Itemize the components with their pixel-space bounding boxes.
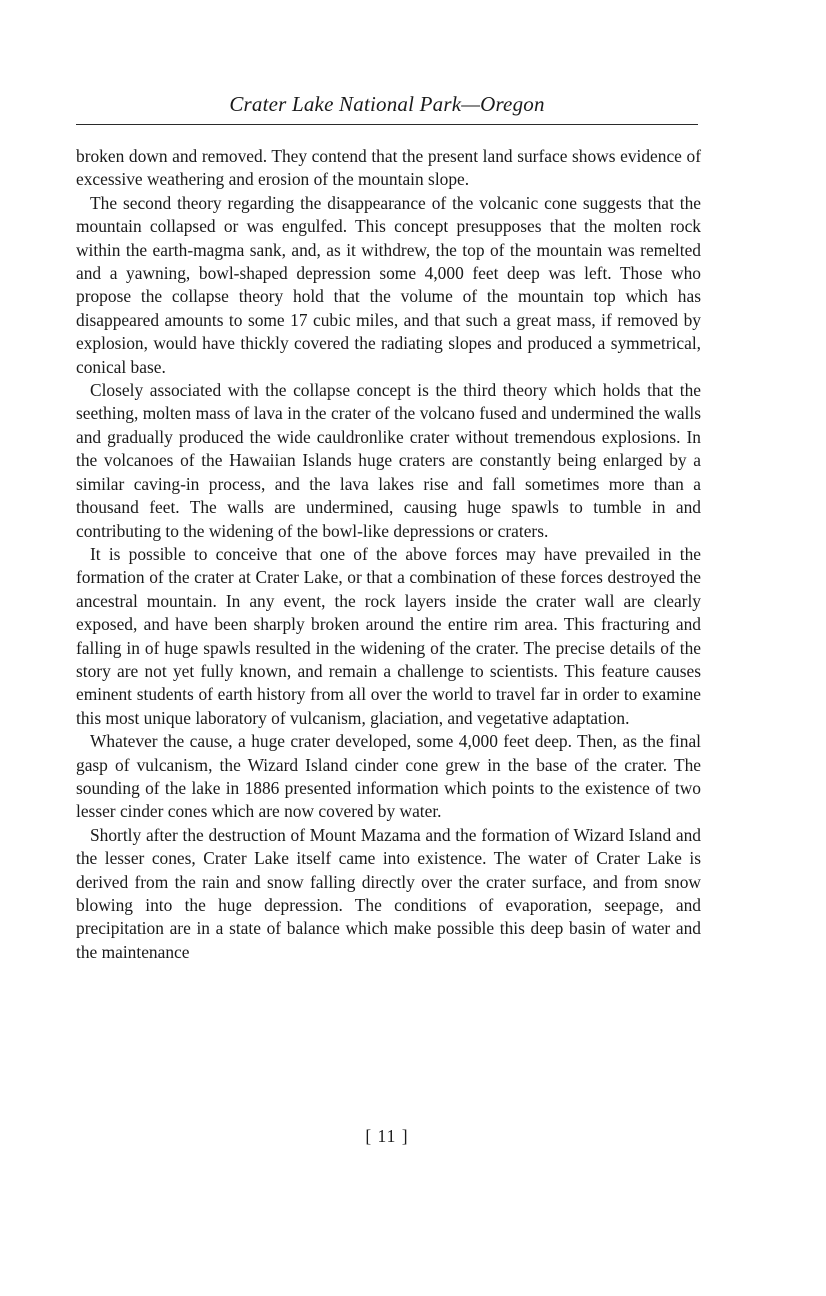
paragraph-5: Whatever the cause, a huge crater developed, some 4,000 feet deep. Then, as the final gasp of vulcanism, the Wizard Island cinder cone grew in the base of the crater. The sounding of the lake in 1886 presented information which points to the existence of two lesser cinder cones which are now covered by water. xyxy=(76,731,701,822)
running-head: Crater Lake National Park—Oregon xyxy=(229,92,545,116)
paragraph-4: It is possible to conceive that one of the above forces may have prevailed in the formation of the crater at Crater Lake, or that a combination of these forces destroyed the ancestral mountain. In any event, the rock layers inside the crater wall are clearly exposed, and have been sharply broken around the entire rim area. This fracturing and falling in of huge spawls resulted in the widening of the crater. The precise details of the story are not yet fully known, and remain a challenge to scientists. This feature causes eminent students of earth history from all over the world to travel far in order to examine this most unique laboratory of vulcanism, glaciation, and vegetative adaptation. xyxy=(76,543,701,728)
paragraph-3: Closely associated with the collapse concept is the third theory which holds that the seething, molten mass of lava in the crater of the volcano fused and undermined the walls and gradually produced the wide cauldronlike crater without tremendous explosions. In the volcanoes of the Hawaiian Islands huge craters are constantly being enlarged by a similar caving-in process, and the lava lakes rise and fall sometimes more than a thousand feet. The walls are undermined, causing huge spawls to tumble in and contributing to the widening of the bowl-like depressions or craters. xyxy=(76,380,701,541)
paragraph-2: The second theory regarding the disappearance of the volcanic cone suggests that the mountain collapsed or was engulfed. This concept presupposes that the molten rock within the earth-magma sank, and, as it withdrew, the top of the mountain was remelted and a yawning, bowl-shaped depression some 4,000 feet deep was left. Those who propose the collapse theory hold that the volume of the mountain top which has disappeared amounts to some 17 cubic miles, and that such a great mass, if removed by explosion, would have thickly covered the radiating slopes and produced a symmetrical, conical base. xyxy=(76,192,701,377)
paragraph-6: Shortly after the destruction of Mount Mazama and the formation of Wizard Island and the lesser cones, Crater Lake itself came into existence. The water of Crater Lake is derived from the rain and snow falling directly over the crater surface, and from snow blowing into the huge depression. The conditions of evaporation, seepage, and precipitation are in a state of balance which make possible this deep basin of water and the maintenance xyxy=(76,824,701,962)
body-text xyxy=(76,145,701,964)
paragraph-1: broken down and removed. They contend that the present land surface shows evidence of excessive weathering and erosion of the mountain slope. xyxy=(76,146,701,190)
page-number: [ 11 ] xyxy=(365,1126,409,1146)
header-rule xyxy=(76,124,698,125)
